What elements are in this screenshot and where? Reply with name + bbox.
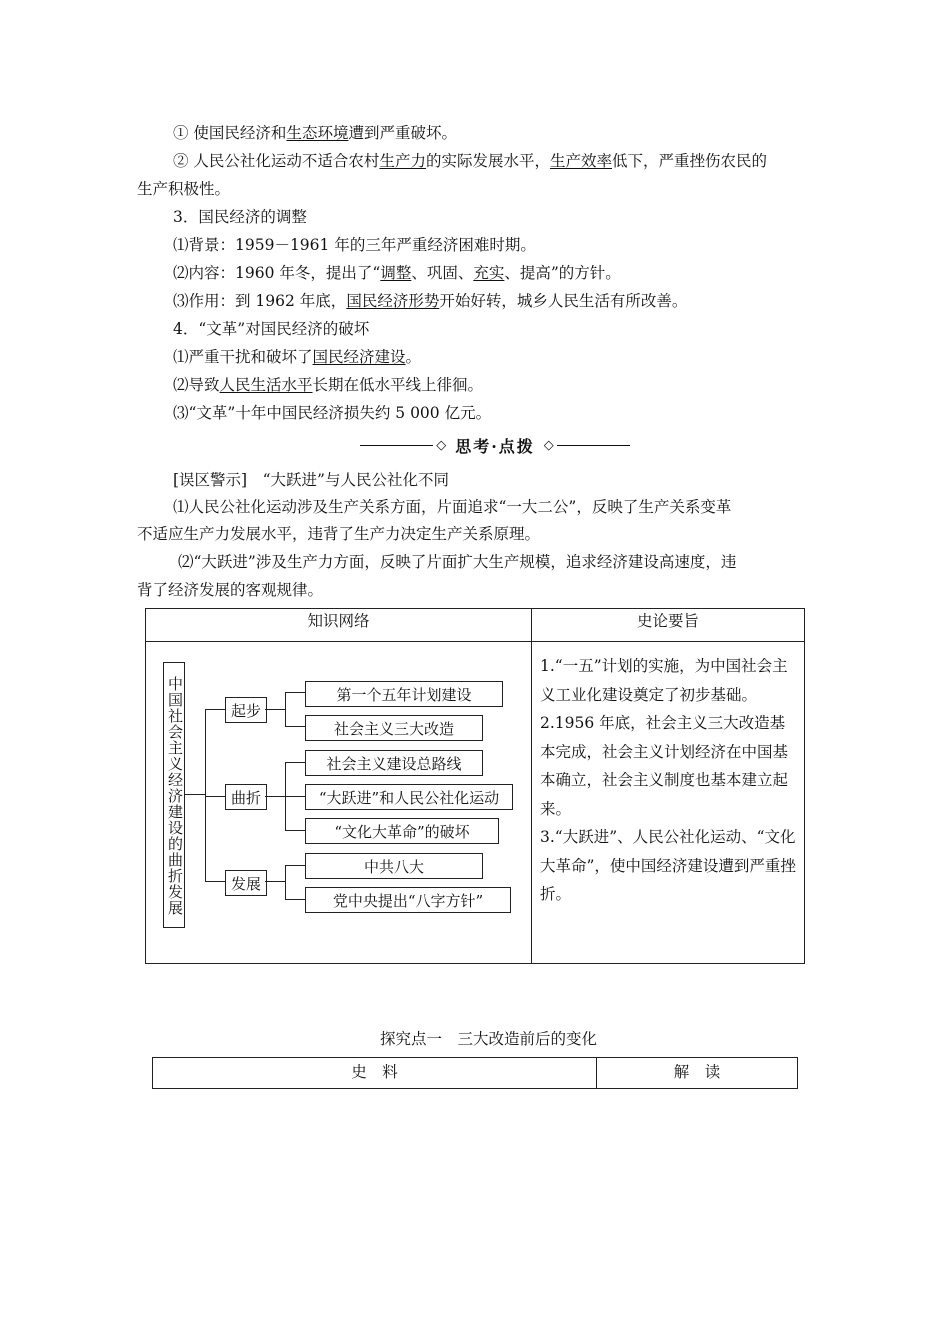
table-header-summary: 史论要旨 [532,609,805,642]
summary-point: 1.“一五”计划的实施，为中国社会主义工业化建设奠定了初步基础。 [540,657,788,704]
connector-line [285,899,305,900]
section-title: 探究点一 三大改造前后的变化 [380,1030,598,1048]
table-header-source: 史 料 [153,1058,597,1089]
branch-twist: 曲折 [225,784,267,810]
connector-line [285,692,286,727]
text-line: ⑴严重干扰和破坏了国民经济建设。 [173,348,422,366]
branch-develop: 发展 [225,870,267,896]
diamond-icon: ◇ [543,437,554,453]
connector-line [285,726,305,727]
leaf-node: 社会主义建设总路线 [305,750,483,776]
banner-rule-left [360,445,433,446]
source-table [152,1057,798,1089]
root-node: 中国社会主义经济建设的曲折发展 [163,662,185,928]
text-line: [误区警示] “大跃进”与人民公社化不同 [173,471,449,489]
summary-cell [532,642,805,964]
table-header-interpretation: 解 读 [597,1058,798,1089]
leaf-node: 党中央提出“八字方针” [305,887,511,913]
connector-line [205,709,206,881]
summary-points [532,642,804,909]
summary-point: 2.1956 年底，社会主义三大改造基本完成，社会主义计划经济在中国基本确立，社会主义制度也基本建立起来。 [540,714,789,818]
connector-line [205,881,225,882]
text-line: ① 使国民经济和生态环境遭到严重破坏。 [173,124,457,142]
connector-line [285,692,305,693]
connector-line [265,881,285,882]
connector-line [265,709,285,710]
banner-title: 思考·点拨 [455,436,535,456]
connector-line [205,709,225,710]
text-line: 生产积极性。 [137,180,231,198]
branch-start: 起步 [225,697,267,723]
connector-line [285,865,305,866]
text-line: ⑴人民公社化运动涉及生产关系方面，片面追求“一大二公”，反映了生产关系变革 [173,498,732,516]
text-line: 背了经济发展的客观规律。 [137,581,324,599]
leaf-node: 第一个五年计划建设 [305,681,503,707]
text-line: ⑶“文革”十年中国民经济损失约 5 000 亿元。 [173,404,492,422]
leaf-node: 社会主义三大改造 [305,715,483,741]
connector-line [285,865,286,900]
table-header-network: 知识网络 [146,609,532,642]
text-line: 4．“文革”对国民经济的破坏 [173,320,370,338]
text-line: ⑵内容：1960 年冬，提出了“调整、巩固、充实、提高”的方针。 [173,264,621,282]
connector-line [265,796,285,797]
connector-line [285,796,305,797]
section-banner [360,432,630,458]
text-line: ⑶作用：到 1962 年底，国民经济形势开始好转，城乡人民生活有所改善。 [173,292,688,310]
text-line: 3．国民经济的调整 [173,208,307,226]
connector-line [285,830,305,831]
leaf-node: 中共八大 [305,853,483,879]
connector-line [285,762,305,763]
text-line: ⑵导致人民生活水平长期在低水平线上徘徊。 [173,376,484,394]
text-line: ⑴背景：1959－1961 年的三年严重经济困难时期。 [173,236,536,254]
connector-line [185,794,205,795]
leaf-node: “文化大革命”的破坏 [305,818,499,844]
text-line: ② 人民公社化运动不适合农村生产力的实际发展水平，生产效率低下，严重挫伤农民的 [173,152,767,170]
text-line: ⑵“大跃进”涉及生产力方面，反映了片面扩大生产规模，追求经济建设高速度，违 [178,553,737,571]
text-line: 不适应生产力发展水平，违背了生产力决定生产关系原理。 [137,525,541,543]
connector-line [205,796,225,797]
banner-rule-right [557,445,630,446]
diamond-icon: ◇ [436,437,447,453]
summary-point: 3.“大跃进”、人民公社化运动、“文化大革命”，使中国经济建设遭到严重挫折。 [540,828,796,903]
leaf-node: “大跃进”和人民公社化运动 [305,784,513,810]
